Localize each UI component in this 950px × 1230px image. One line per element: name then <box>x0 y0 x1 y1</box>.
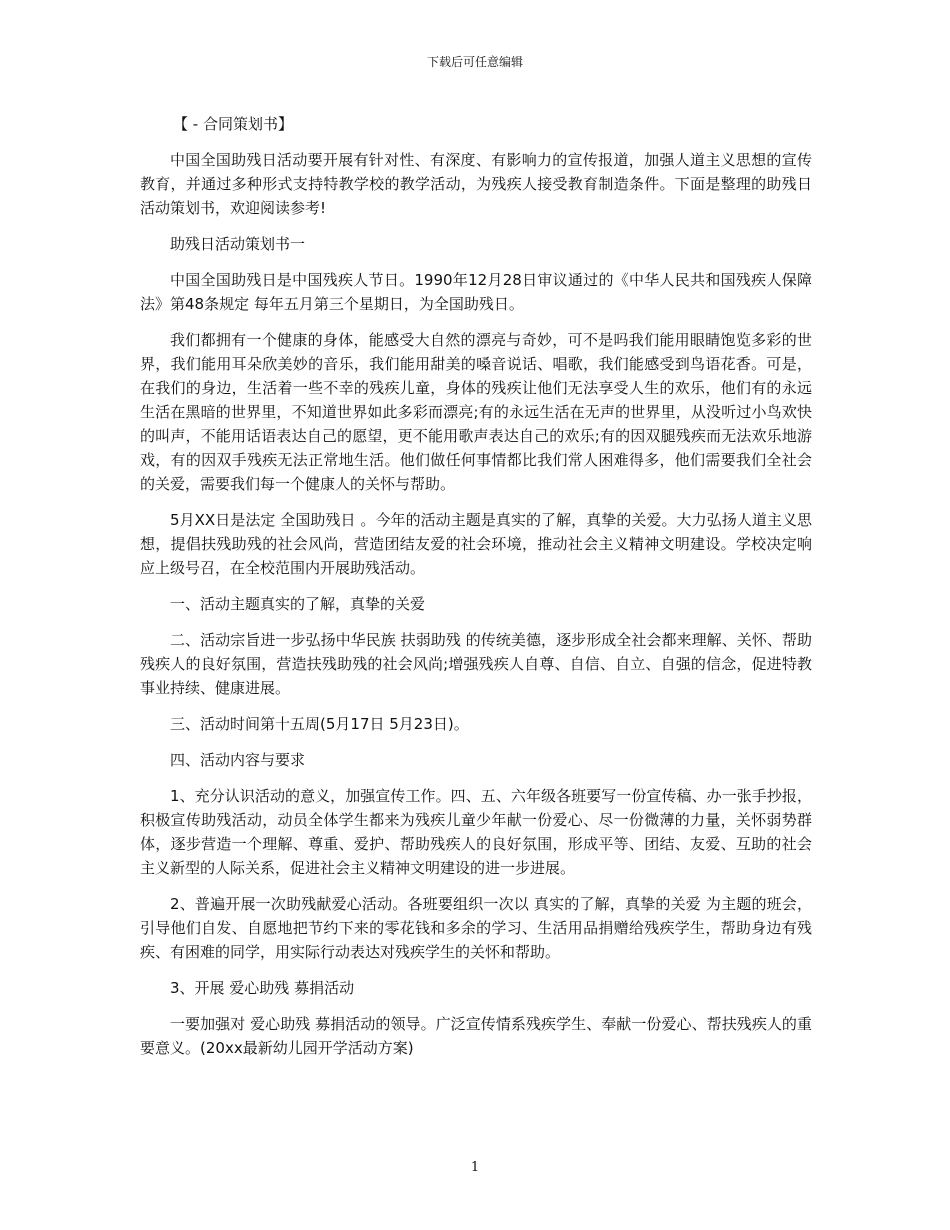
page-number: 1 <box>470 1160 480 1175</box>
page-header-note: 下载后可任意编辑 <box>426 55 523 69</box>
document-title: 【 - 合同策划书】 <box>173 115 293 133</box>
sub-item-1: 1、充分认识活动的意义，加强宣传工作。四、五、六年级各班要写一份宣传稿、办一张手抄报，积极宣传助残活动，动员全体学生都来为残疾儿童少年献一份爱心、尽一份微薄的力量，关怀弱势群体，逐步营造一个理解、尊重、爱护、帮助残疾人的良好氛围，形成平等、团结、友爱、互助的社会主义新型的人际关系，促进社会主义精神文明建设的进一步进展。 <box>140 787 812 877</box>
document-body <box>140 112 812 1072</box>
list-item-content: 四、活动内容与要求 <box>170 751 306 769</box>
body-paragraph: 一要加强对 爱心助残 募捐活动的领导。广泛宣传情系残疾学生、奉献一份爱心、帮扶残疾人的重要意义。(20xx最新幼儿园开学活动方案) <box>140 1015 812 1057</box>
body-paragraph: 我们都拥有一个健康的身体，能感受大自然的漂亮与奇妙，可不是吗我们能用眼睛饱览多彩的世界，我们能用耳朵欣美妙的音乐，我们能用甜美的嗓音说话、唱歌，我们能感受到鸟语花香。可是，在我们的身边，生活着一些不幸的残疾儿童，身体的残疾让他们无法享受人生的欢乐，他们有的永远生活在黑暗的世界里，不知道世界如此多彩而漂亮;有的永远生活在无声的世界里，从没听过小鸟欢快的叫声，不能用话语表达自己的愿望，更不能用歌声表达自己的欢乐;有的因双腿残疾而无法欢乐地游戏，有的因双手残疾无法正常地生活。他们做任何事情都比我们常人困难得多，他们需要我们全社会的关爱，需要我们每一个健康人的关怀与帮助。 <box>140 331 812 493</box>
body-paragraph: 5月XX日是法定 全国助残日 。今年的活动主题是真实的了解，真挚的关爱。大力弘扬人道主义思想，提倡扶残助残的社会风尚，营造团结友爱的社会环境，推动社会主义精神文明建设。学校决定响应上级号召，在全校范围内开展助残活动。 <box>140 511 812 577</box>
section-heading: 助残日活动策划书一 <box>170 235 306 253</box>
list-item-purpose: 二、活动宗旨进一步弘扬中华民族 扶弱助残 的传统美德，逐步形成全社会都来理解、关怀、帮助残疾人的良好氛围，营造扶残助残的社会风尚;增强残疾人自尊、自信、自立、自强的信念，促进特教事业持续、健康进展。 <box>140 631 812 697</box>
intro-paragraph: 中国全国助残日活动要开展有针对性、有深度、有影响力的宣传报道，加强人道主义思想的宣传教育，并通过多种形式支持特教学校的教学活动，为残疾人接受教育制造条件。下面是整理的助残日活动策划书，欢迎阅读参考! <box>140 151 812 217</box>
sub-item-3: 3、开展 爱心助残 募捐活动 <box>170 979 355 997</box>
list-item-time: 三、活动时间第十五周(5月17日 5月23日)。 <box>170 715 469 733</box>
body-paragraph: 中国全国助残日是中国残疾人节日。1990年12月28日审议通过的《中华人民共和国残疾人保障法》第48条规定 每年五月第三个星期日，为全国助残日。 <box>140 271 812 313</box>
sub-item-2: 2、普遍开展一次助残献爱心活动。各班要组织一次以 真实的了解，真挚的关爱 为主题的班会，引导他们自发、自愿地把节约下来的零花钱和多余的学习、生活用品捐赠给残疾学生，帮助身边有残疾、有困难的同学，用实际行动表达对残疾学生的关怀和帮助。 <box>140 895 812 961</box>
list-item-theme: 一、活动主题真实的了解，真挚的关爱 <box>170 595 426 613</box>
